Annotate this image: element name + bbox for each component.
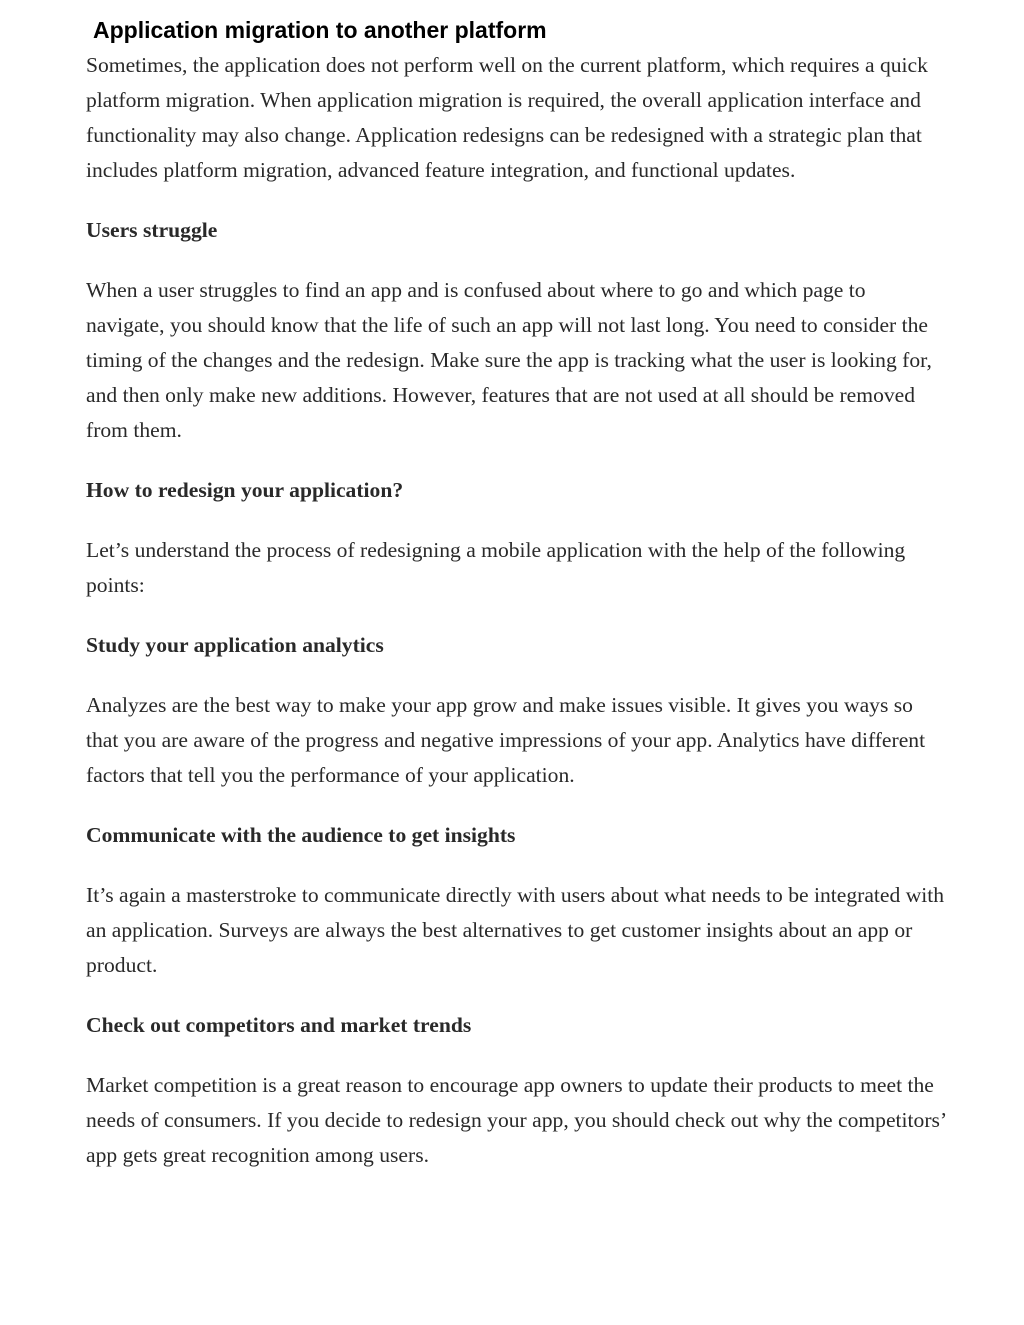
paragraph-competitors: Market competition is a great reason to encourage app owners to update their products to meet the needs of consumers. If you decide to redesign your app, you should check out why the competitors’ app gets great recognition among users. <box>86 1073 946 1167</box>
subheading-communicate-audience: Communicate with the audience to get insights <box>86 823 516 847</box>
subheading-users-struggle: Users struggle <box>86 218 218 242</box>
paragraph-redesign-process: Let’s understand the process of redesigning a mobile application with the help of the following points: <box>86 538 906 597</box>
section-heading: Application migration to another platform <box>93 17 547 43</box>
subheading-how-to-redesign: How to redesign your application? <box>86 478 404 502</box>
subheading-study-analytics: Study your application analytics <box>86 633 384 657</box>
article-body <box>86 48 946 1173</box>
paragraph-analytics: Analyzes are the best way to make your app grow and make issues visible. It gives you ways so that you are aware of the progress and negative impressions of your app. Analytics have different factors that tell you the performance of your application. <box>86 693 926 787</box>
paragraph-users-struggle: When a user struggles to find an app and is confused about where to go and which page to navigate, you should know that the life of such an app will not last long. You need to consider the timing of the changes and the redesign. Make sure the app is tracking what the user is looking for, and then only make new additions. However, features that are not used at all should be removed from them. <box>86 278 932 442</box>
paragraph-platform-migration: Sometimes, the application does not perform well on the current platform, which requires a quick platform migration. When application migration is required, the overall application interface and functionality may also change. Application redesigns can be redesigned with a strategic plan that includes platform migration, advanced feature integration, and functional updates. <box>86 53 928 182</box>
subheading-competitors: Check out competitors and market trends <box>86 1013 472 1037</box>
paragraph-communicate: It’s again a masterstroke to communicate directly with users about what needs to be integrated with an application. Surveys are always the best alternatives to get customer insights about an app or product. <box>86 883 945 977</box>
